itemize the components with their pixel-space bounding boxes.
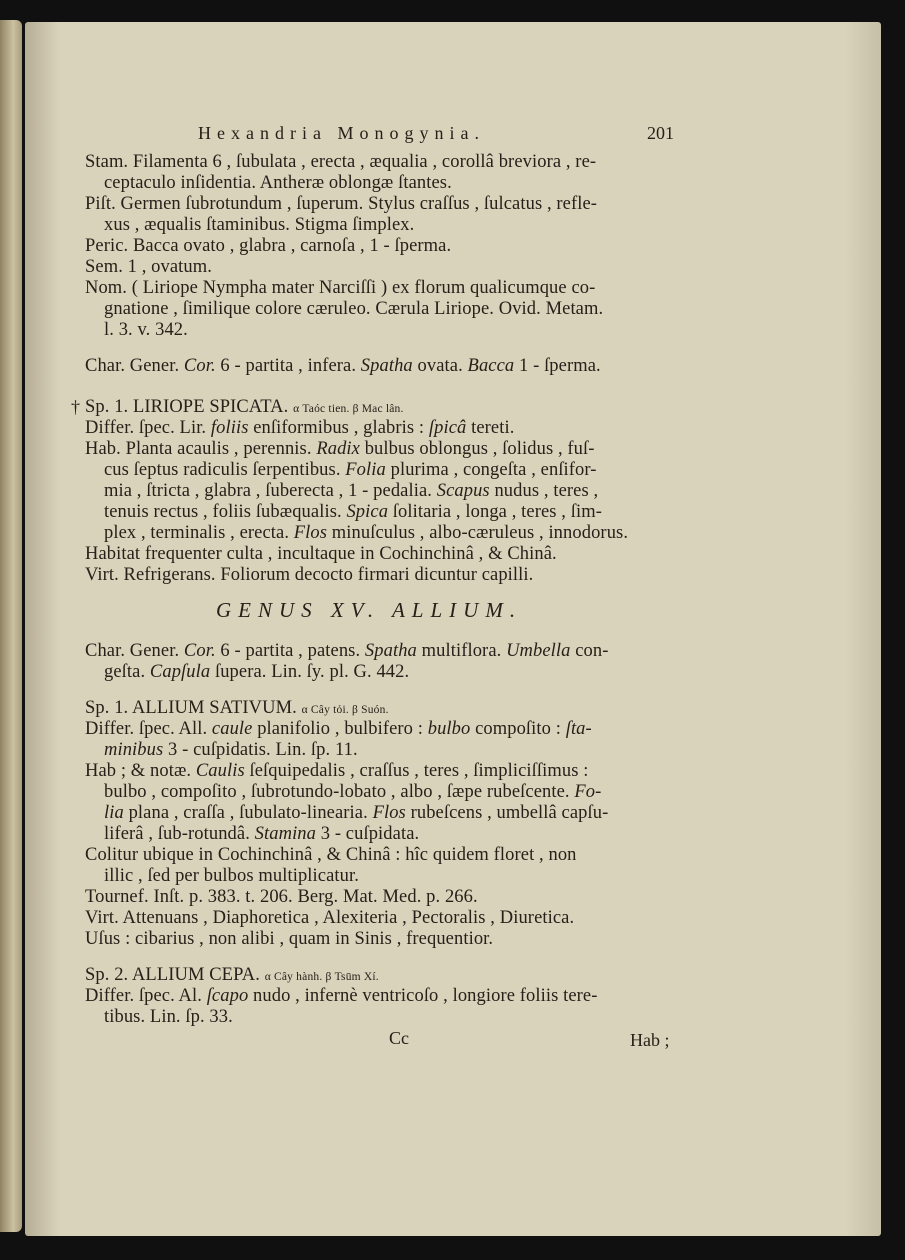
text-line: ceptaculo inſidentia. Antheræ oblongæ ſtantes. — [104, 173, 452, 193]
signature-mark: Cc — [389, 1028, 409, 1048]
text-line: mia , ſtricta , glabra , ſuberecta , 1 - pedalia. Scapus nudus , teres , — [104, 481, 599, 501]
running-header: Hexandria Monogynia. — [198, 123, 485, 143]
book-page — [25, 22, 881, 1236]
left-page-edge — [0, 20, 22, 1232]
text-line: Peric. Bacca ovato , glabra , carnoſa , 1 - ſperma. — [85, 236, 452, 256]
char-gener-line: Char. Gener. Cor. 6 - partita , infera. Spatha ovata. Bacca 1 - ſperma. — [85, 356, 601, 376]
text-line: bulbo , compoſito , ſubrotundo-lobato , albo , ſæpe rubeſcente. Fo- — [104, 782, 602, 802]
catchword: Hab ; — [630, 1030, 670, 1050]
text-line: Tournef. Inſt. p. 383. t. 206. Berg. Mat. Med. p. 266. — [85, 887, 478, 907]
text-line: tibus. Lin. ſp. 33. — [104, 1007, 233, 1027]
text-line: geſta. Capſula ſupera. Lin. ſy. pl. G. 442. — [104, 662, 410, 682]
text-line: Uſus : cibarius , non alibi , quam in Sinis , frequentior. — [85, 929, 494, 949]
species-heading: Sp. 1. ALLIUM SATIVUM. α Cây tỏi. β Suón. — [85, 698, 389, 718]
genus-heading: GENUS XV. ALLIUM. — [216, 598, 523, 622]
text-line: Virt. Attenuans , Diaphoretica , Alexiteria , Pectoralis , Diuretica. — [85, 908, 575, 928]
text-line: xus , æqualis ſtaminibus. Stigma ſimplex. — [104, 215, 415, 235]
text-line: lia plana , craſſa , ſubulato-linearia. Flos rubeſcens , umbellâ capſu- — [104, 803, 609, 823]
text-line: Nom. ( Liriope Nympha mater Narciſſi ) ex florum qualicumque co- — [85, 278, 596, 298]
text-line: gnatione , ſimilique colore cæruleo. Cærula Liriope. Ovid. Metam. — [104, 299, 604, 319]
text-line: Virt. Refrigerans. Foliorum decocto firmari dicuntur capilli. — [85, 565, 534, 585]
text-line: liferâ , ſub-rotundâ. Stamina 3 - cuſpidata. — [104, 824, 420, 844]
vernacular-names: α Cây tỏi. β Suón. — [301, 704, 389, 716]
text-line: Piſt. Germen ſubrotundum , ſuperum. Stylus craſſus , ſulcatus , refle- — [85, 194, 598, 214]
text-line: illic , ſed per bulbos multiplicatur. — [104, 866, 359, 886]
text-line: minibus 3 - cuſpidatis. Lin. ſp. 11. — [104, 740, 358, 760]
vernacular-names: α Cây hành. β Tsūm Xí. — [264, 971, 379, 983]
text-line: Hab. Planta acaulis , perennis. Radix bulbus oblongus , ſolidus , fuſ- — [85, 439, 595, 459]
text-line: Sem. 1 , ovatum. — [85, 257, 212, 277]
text-line: Differ. ſpec. Lir. foliis enſiformibus , glabris : ſpicâ tereti. — [85, 418, 515, 438]
text-line: plex , terminalis , erecta. Flos minuſculus , albo-cæruleus , innodorus. — [104, 523, 629, 543]
text-line: tenuis rectus , foliis ſubæqualis. Spica ſolitaria , longa , teres , ſim- — [104, 502, 602, 522]
page-number: 201 — [647, 123, 674, 143]
text-line: Stam. Filamenta 6 , ſubulata , erecta , æqualia , corollâ breviora , re- — [85, 152, 597, 172]
vernacular-names: α Taóc tien. β Mac lân. — [293, 403, 404, 415]
dagger-mark: † — [71, 397, 80, 417]
species-heading: Sp. 2. ALLIUM CEPA. α Cây hành. β Tsūm Xí. — [85, 965, 379, 985]
text-line: Differ. ſpec. Al. ſcapo nudo , infernè ventricoſo , longiore foliis tere- — [85, 986, 598, 1006]
text-line: l. 3. v. 342. — [104, 320, 188, 340]
text-line: Colitur ubique in Cochinchinâ , & Chinâ : hîc quidem floret , non — [85, 845, 577, 865]
species-heading: Sp. 1. LIRIOPE SPICATA. α Taóc tien. β Mac lân. — [85, 397, 404, 417]
char-gener-line: Char. Gener. Cor. 6 - partita , patens. Spatha multiflora. Umbella con- — [85, 641, 609, 661]
text-line: Habitat frequenter culta , incultaque in Cochinchinâ , & Chinâ. — [85, 544, 557, 564]
text-line: Differ. ſpec. All. caule planifolio , bulbifero : bulbo compoſito : ſta- — [85, 719, 592, 739]
text-line: cus ſeptus radiculis ſerpentibus. Folia plurima , congeſta , enſifor- — [104, 460, 597, 480]
page-content — [25, 22, 881, 1236]
text-line: Hab ; & notæ. Caulis ſeſquipedalis , craſſus , teres , ſimpliciſſimus : — [85, 761, 589, 781]
